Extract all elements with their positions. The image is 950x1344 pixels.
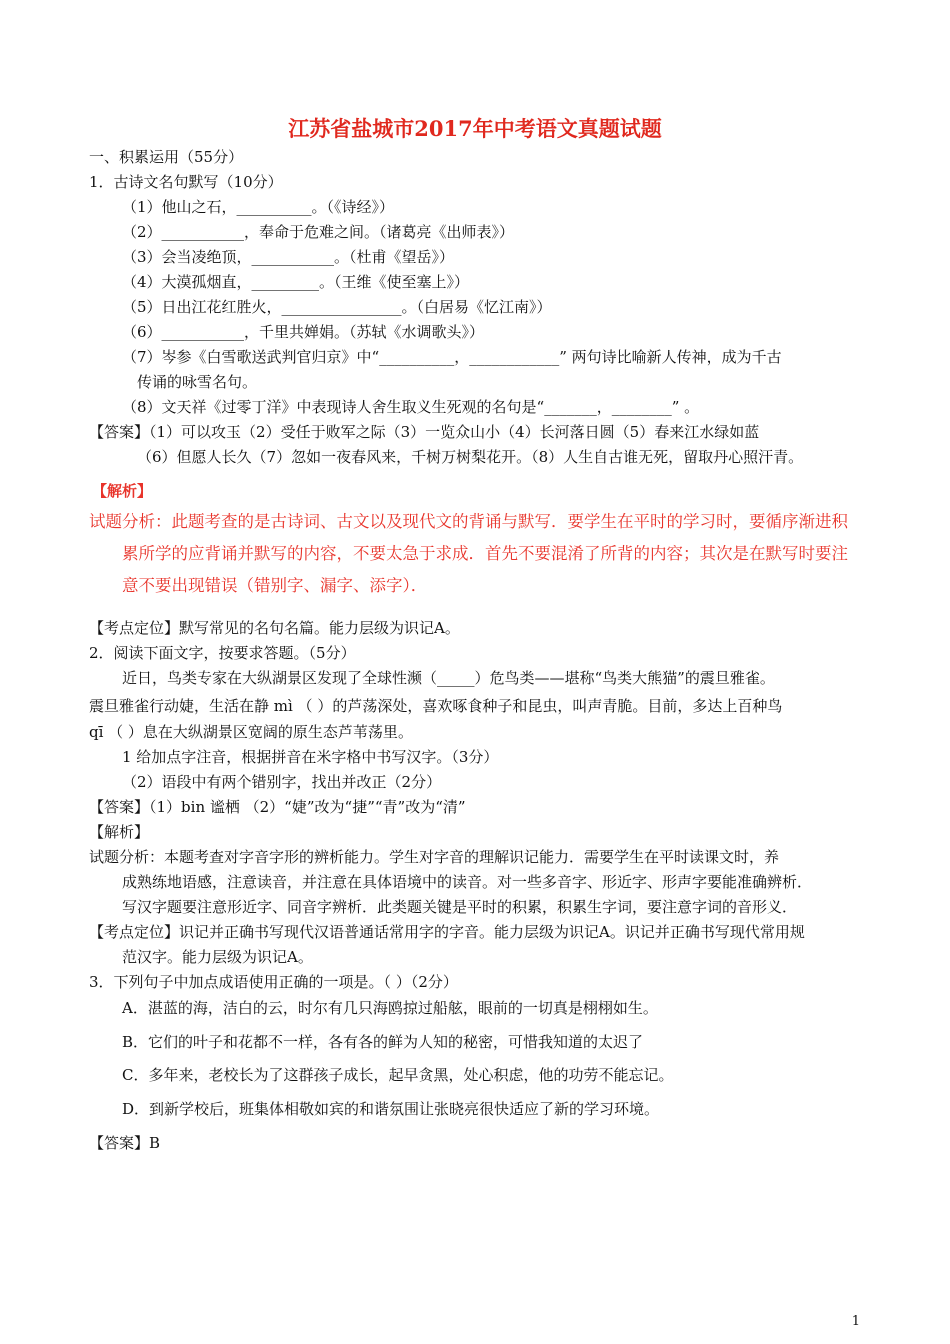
- q1-analysis-line: 意不要出现错误（错别字、漏字、添字）．: [122, 576, 428, 595]
- q1-item: （2）___________，奉命于危难之间。（诸葛亮《出师表》）: [122, 223, 515, 241]
- q3-heading: 3．下列句子中加点成语使用正确的一项是。（ ）（2分）: [89, 973, 458, 991]
- q1-analysis-line: 试题分析：此题考查的是古诗词、古文以及现代文的背诵与默写．要学生在平时的学习时，要循序渐进积: [89, 512, 848, 531]
- q1-item: （7）岑参《白雪歌送武判官归京》中“__________，____________” 两句诗比喻新人传神，成为千古: [122, 348, 782, 366]
- section-heading: 一、积累运用（55分）: [89, 148, 244, 166]
- q2-passage-line: 近日，鸟类专家在大纵湖景区发现了全球性濒（_____）危鸟类——堪称“鸟类大熊猫”的震旦雅雀。: [122, 669, 775, 687]
- q2-point: 范汉字。能力层级为识记A。: [122, 948, 313, 966]
- q1-answer: 【答案】（1）可以攻玉（2）受任于败军之际（3）一览众山小（4）长河落日圆（5）春来江水绿如蓝: [89, 423, 760, 441]
- q1-item: （6）___________，千里共婵娟。（苏轼《水调歌头》）: [122, 323, 485, 341]
- q1-item: 传诵的咏雪名句。: [137, 373, 258, 391]
- q3-option-c: C．多年来，老校长为了这群孩子成长，起早贪黑，处心积虑，他的功劳不能忘记。: [122, 1066, 674, 1084]
- q2-sub-question: 1 给加点字注音，根据拼音在米字格中书写汉字。（3分）: [122, 748, 499, 766]
- q2-analysis-line: 成熟练地语感，注意读音，并注意在具体语境中的读音。对一些多音字、形近字、形声字要能准确辨析．: [122, 873, 813, 891]
- q2-analysis-line: 写汉字题要注意形近字、同音字辨析．此类题关键是平时的积累，积累生字词，要注意字词的音形义．: [122, 898, 798, 916]
- q2-heading: 2．阅读下面文字，按要求答题。（5分）: [89, 644, 356, 662]
- q1-analysis-line: 累所学的应背诵并默写的内容，不要太急于求成．首先不要混淆了所背的内容；其次是在默写时要注: [122, 544, 848, 563]
- q2-point: 【考点定位】识记并正确书写现代汉语普通话常用字的字音。能力层级为识记A。识记并正确书写现代常用规: [89, 923, 805, 941]
- q1-item: （8）文天祥《过零丁洋》中表现诗人舍生取义生死观的名句是“_______，________” 。: [122, 398, 700, 416]
- q3-option-a: A．湛蓝的海，洁白的云，时尔有几只海鸥掠过船舷，眼前的一切真是栩栩如生。: [122, 999, 658, 1017]
- q3-option-b: B．它们的叶子和花都不一样，各有各的鲜为人知的秘密，可惜我知道的太迟了: [122, 1033, 644, 1051]
- q2-passage-line: qī （ ）息在大纵湖景区宽阔的原生态芦苇荡里。: [89, 723, 413, 741]
- q3-option-d: D．到新学校后，班集体相敬如宾的和谐氛围让张晓亮很快适应了新的学习环境。: [122, 1100, 660, 1118]
- q2-passage-line: 震旦雅雀行动婕，生活在静 mì （ ）的芦荡深处，喜欢啄食种子和昆虫，叫声青脆。目前，多达上百种鸟: [89, 697, 783, 715]
- q1-item: （5）日出江花红胜火，________________。（白居易《忆江南》）: [122, 298, 552, 316]
- q1-point: 【考点定位】默写常见的名句名篇。能力层级为识记A。: [89, 619, 460, 637]
- q1-item: （1）他山之石，__________。（《诗经》）: [122, 198, 395, 216]
- q1-item: （4）大漠孤烟直，_________。（王维《使至塞上》）: [122, 273, 470, 291]
- q2-analysis-label: 【解析】: [89, 823, 150, 841]
- page-number: 1: [851, 1314, 860, 1329]
- q3-answer: 【答案】B: [89, 1134, 161, 1152]
- q1-heading: 1．古诗文名句默写（10分）: [89, 173, 283, 191]
- q1-item: （3）会当凌绝顶，___________。（杜甫《望岳》）: [122, 248, 455, 266]
- q2-answer: 【答案】（1）bin 谧栖 （2）“婕”改为“捷”“青”改为“清”: [89, 798, 466, 816]
- page-title: 江苏省盐城市2017年中考语文真题试题: [288, 116, 662, 141]
- q2-sub-question: （2）语段中有两个错别字，找出并改正（2分）: [122, 773, 442, 791]
- q2-analysis-line: 试题分析：本题考查对字音字形的辨析能力。学生对字音的理解识记能力．需要学生在平时读课文时，养: [89, 848, 780, 866]
- q1-answer: （6）但愿人长久（7）忽如一夜春风来，千树万树梨花开。（8）人生自古谁无死，留取丹心照汗青。: [137, 448, 804, 466]
- q1-analysis-label: 【解析】: [92, 482, 153, 500]
